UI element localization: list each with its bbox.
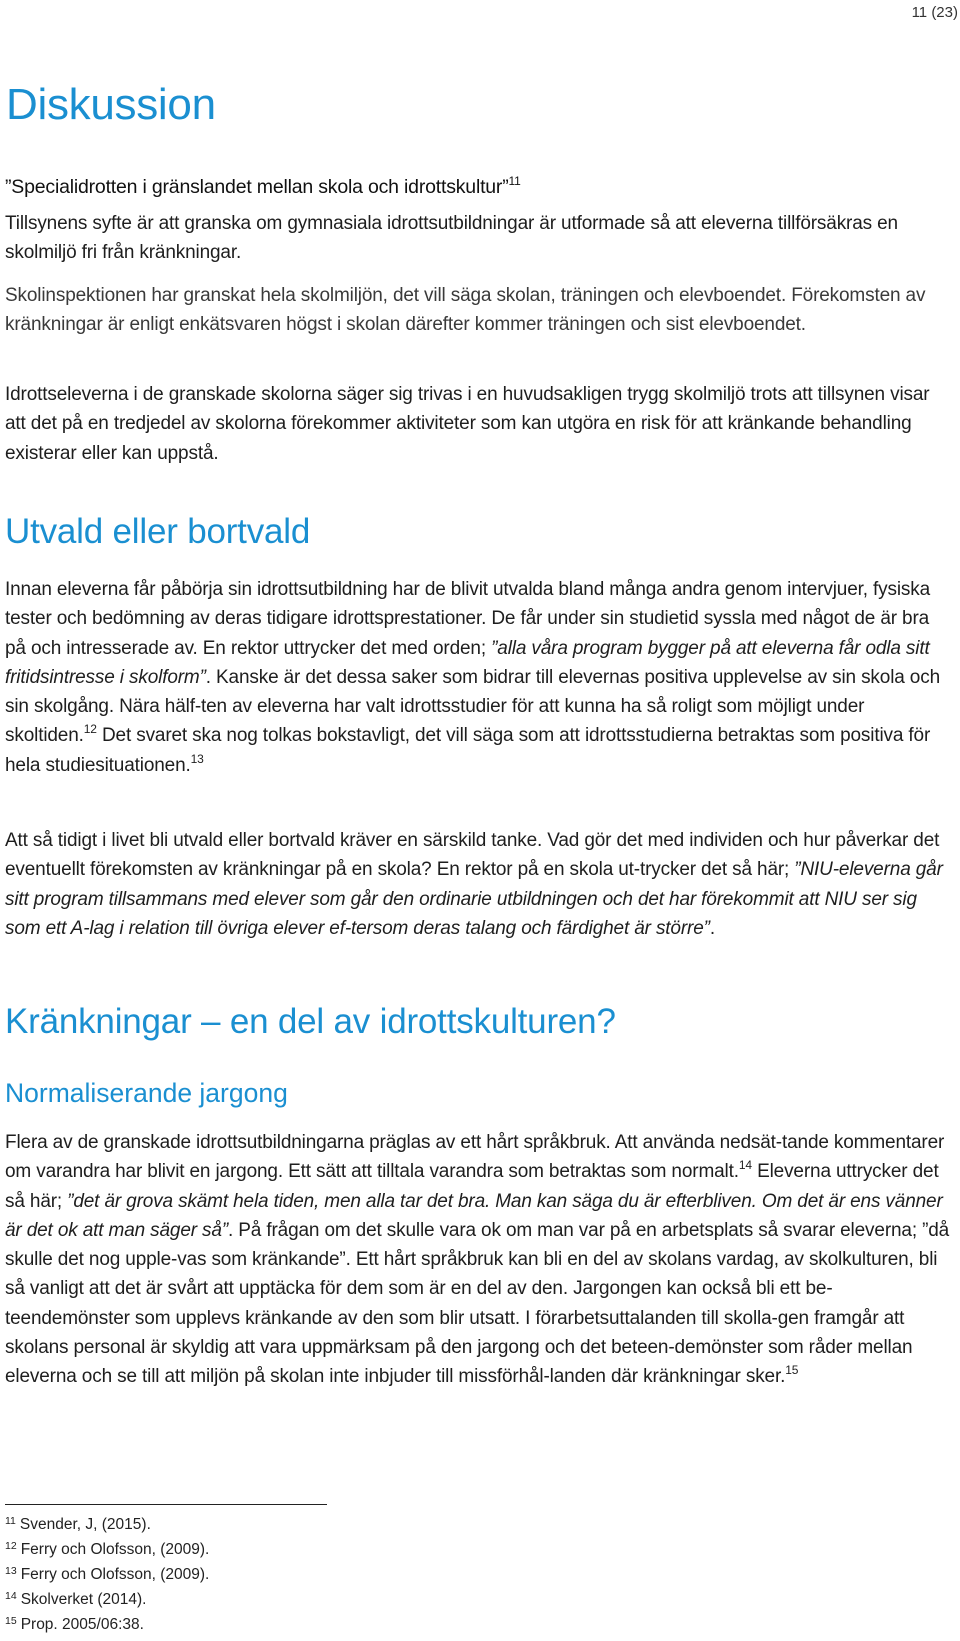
text: . Kanske är det dessa saker som bidrar till elevernas positiva upplevelse av sin skola och sin skolgång. Nära hälf-ten av eleverna har valt idrottsstudier för att kunna ha så roligt som möjligt under skoltiden. xyxy=(5,666,940,747)
section2-paragraph-1 xyxy=(5,1128,955,1392)
text: . På frågan om det skulle vara ok om man var på en arbetsplats så svarar eleverna; ”då skulle det nog upple-vas som kränkande”. Ett hårt språkbruk kan bli en del av skolans vardag, av skolkulturen, bli så vanligt att det är svårt att upptäcka för dem som är en del av den. Jargongen kan också bli ett be-teendemönster som upplevs kränkande av den som blir utsatt. I förarbetsuttalanden till skolla-gen framgår att skolans personal är skyldig att vara uppmärksam på den jargong och det beteen-demönster som råder mellan eleverna och se till att miljön på skolan inte inbjuder till missförhål-landen där kränkningar sker. xyxy=(5,1219,950,1388)
footnote-number: 13 xyxy=(5,1565,17,1577)
text: Innan eleverna får påbörja sin idrottsutbildning har de blivit utvalda bland många andra genom intervjuer, fysiska tester och bedömning av deras tidigare idrottsprestationer. De får under sin studietid syssla med något de är bra på och intresserade av. En rektor uttrycker det med orden; xyxy=(5,579,931,659)
text: Flera av de granskade idrottsutbildningarna präglas av ett hårt språkbruk. Att använda nedsät-tande kommentarer om varandra har blivit en jargong. Ett sätt att tilltala varandra som betraktas som normalt. xyxy=(5,1132,945,1183)
footnote-number: 11 xyxy=(5,1515,16,1527)
text: Eleverna uttrycker det så här; xyxy=(5,1161,939,1212)
footnote xyxy=(5,1616,144,1634)
footnote xyxy=(5,1566,209,1584)
text: Det svaret ska nog tolkas bokstavligt, det vill säga som att idrottsstudierna betraktas som positiva för hela studiesituationen. xyxy=(5,725,931,776)
footnote xyxy=(5,1591,146,1609)
intro-paragraph-1: Tillsynens syfte är att granska om gymnasiala idrottsutbildningar är utformade så att eleverna tillförsäkras en skolmiljö fri från kränkningar. xyxy=(5,213,898,264)
footnote-ref: 12 xyxy=(83,722,97,737)
text: Att så tidigt i livet bli utvald eller bortvald kräver en särskild tanke. Vad gör det med individen och hur påverkar det eventuellt förekomsten av kränkningar på en skola? En rektor på en skola ut-trycker det så här; xyxy=(5,830,940,881)
footnote-number: 12 xyxy=(5,1540,17,1552)
footnote-text: Prop. 2005/06:38. xyxy=(20,1616,144,1633)
footnote-number: 14 xyxy=(5,1590,17,1602)
quote: ”NIU-eleverna går sitt program tillsammans med elever som går den ordinarie utbildningen och det har förekommit att NIU ser sig som ett A-lag i relation till övriga elever ef-tersom deras talang och färdighet är större” xyxy=(5,859,943,939)
section1-paragraph-2 xyxy=(5,826,955,943)
footnote-ref: 14 xyxy=(738,1158,752,1173)
footnote-ref: 11 xyxy=(508,174,521,188)
footnote-divider xyxy=(5,1504,327,1505)
page-title: Diskussion xyxy=(6,80,216,129)
subtitle-text: ”Specialidrotten i gränslandet mellan skola och idrottskultur” xyxy=(5,176,509,198)
footnote-number: 15 xyxy=(5,1615,17,1627)
footnote-text: Skolverket (2014). xyxy=(20,1591,147,1608)
section1-paragraph-1 xyxy=(5,575,955,780)
section-heading-utvald: Utvald eller bortvald xyxy=(5,512,311,551)
footnote-text: Ferry och Olofsson, (2009). xyxy=(20,1566,210,1583)
footnote-ref: 13 xyxy=(190,751,204,766)
intro-paragraph-3: Idrottseleverna i de granskade skolorna säger sig trivas i en huvudsakligen trygg skolmiljö trots att tillsynen visar att det på en tredjedel av skolorna förekommer aktiviteter som kan utgöra en risk för att kränkande behandling existerar eller kan uppstå. xyxy=(5,384,930,464)
footnote-text: Ferry och Olofsson, (2009). xyxy=(20,1541,210,1558)
section-heading-krankningar: Kränkningar – en del av idrottskulturen? xyxy=(5,1002,616,1041)
quote: ”alla våra program bygger på att eleverna får odla sitt fritidsintresse i skolform” xyxy=(5,637,930,688)
intro-paragraph-2: Skolinspektionen har granskat hela skolmiljön, det vill säga skolan, träningen och elevboendet. Förekomsten av kränkningar är enligt enkätsvaren högst i skolan därefter kommer träningen och sist elevboendet. xyxy=(5,285,926,336)
section-subtitle xyxy=(5,176,521,199)
subsection-heading: Normaliserande jargong xyxy=(5,1078,288,1108)
footnote-text: Svender, J, (2015). xyxy=(19,1516,151,1533)
page-number: 11 (23) xyxy=(911,4,958,21)
footnote xyxy=(5,1516,151,1534)
quote: ”det är grova skämt hela tiden, men alla tar det bra. Man kan säga du är efterbliven. Om det är ens vänner är det ok att man säger så” xyxy=(5,1190,943,1241)
footnote-ref: 15 xyxy=(785,1363,799,1378)
footnote xyxy=(5,1541,209,1559)
text: . xyxy=(709,917,715,939)
